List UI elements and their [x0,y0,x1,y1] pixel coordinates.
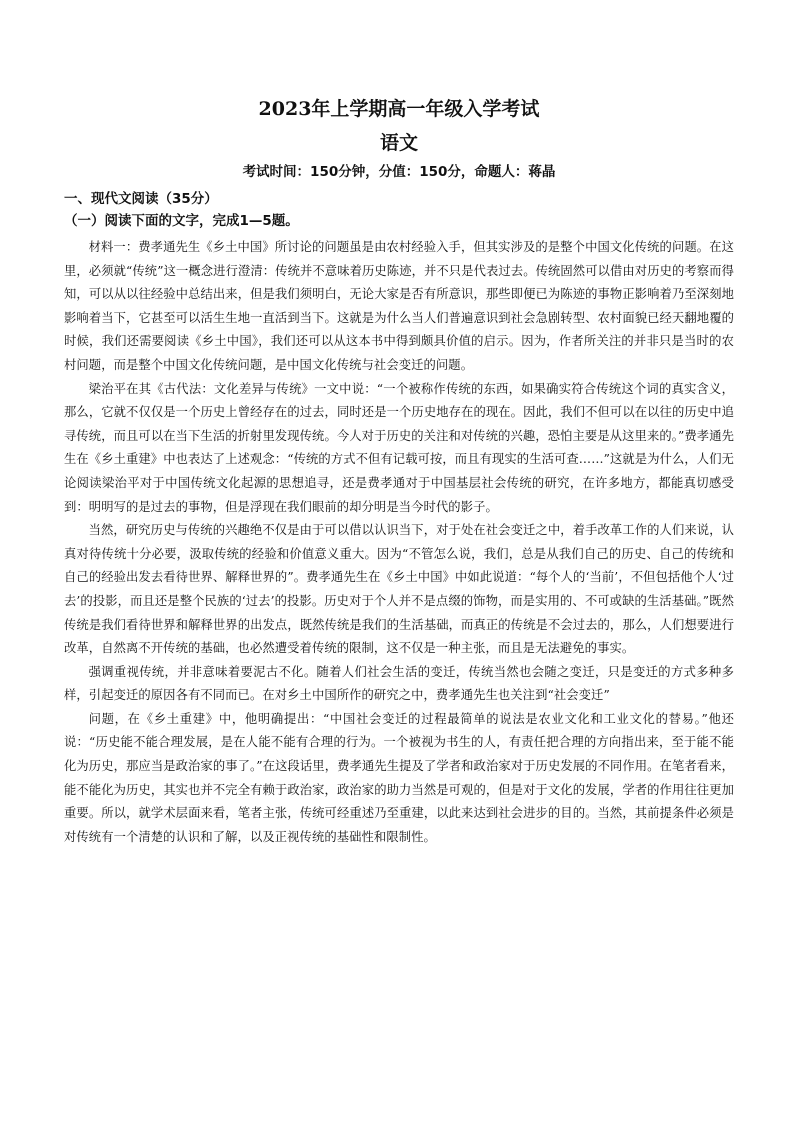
subject-title: 语文 [379,132,418,154]
paragraph-2: 梁治平在其《古代法：文化差异与传统》一文中说：“一个被称作传统的东西，如果确实符合传统这个词的真实含义，那么，它就不仅仅是一个历史上曾经存在的过去，同时还是一个历史地存在的现在。因此，我们不但可以在以往的历史中追寻传统，而且可以在当下生活的折射里发现传统。今人对于历史的关注和对传统的兴趣，恐怕主要是从这里来的。”费孝通先生在《乡土重建》中也表达了上述观念：“传统的方式不但有记载可按，而且有现实的生活可查……”这就是为什么，人们无论阅读梁治平对于中国传统文化起源的思想追寻，还是费孝通对于中国基层社会传统的研究，在许多地方，都能真切感受到：明明写的是过去的事物，但是浮现在我们眼前的却分明是当今时代的影子。 [64,381,734,514]
subsection-heading: （一）阅读下面的文字，完成1—5题。 [64,213,299,229]
paragraph-5: 问题，在《乡土重建》中，他明确提出：“中国社会变迁的过程最简单的说法是农业文化和工业文化的替易。”他还说：“历史能不能合理发展，是在人能不能有合理的行为。一个被视为书生的人，有责任把合理的方向指出来，至于能不能化为历史，那应当是政治家的事了。”在这段话里，费孝通先生提及了学者和政治家对于历史发展的不同作用。在笔者看来，能不能化为历史，其实也并不完全有赖于政治家，政治家的助力当然是可观的，但是对于文化的发展，学者的作用往往更加重要。所以，就学术层面来看，笔者主张，传统可经重述乃至重建，以此来达到社会进步的目的。当然，其前提条件必须是对传统有一个清楚的认识和了解，以及正视传统的基础性和限制性。 [64,711,734,844]
paragraph-3: 当然，研究历史与传统的兴趣绝不仅是由于可以借以认识当下，对于处在社会变迁之中，着手改革工作的人们来说，认真对待传统十分必要，汲取传统的经验和价值意义重大。因为“不管怎么说，我们，总是从我们自己的历史、自己的传统和自己的经验出发去看待世界、解释世界的”。费孝通先生在《乡土中国》中如此说道：“每个人的‘当前’，不但包括他个人‘过去’的投影，而且还是整个民族的‘过去’的投影。历史对于个人并不是点缀的饰物，而是实用的、不可或缺的生活基础。”既然传统是我们看待世界和解释世界的出发点，既然传统是我们的生活基础，而真正的传统是不会过去的，那么，人们想要进行改革，自然离不开传统的基础，也必然遭受着传统的限制，这不仅是一种主张，而且是无法避免的事实。 [64,523,734,656]
paragraph-1: 材料一：费孝通先生《乡土中国》所讨论的问题虽是由农村经验入手，但其实涉及的是整个中国文化传统的问题。在这里，必须就“传统”这一概念进行澄清：传统并不意味着历史陈迹，并不只是代表过去。传统固然可以借由对历史的考察而得知，可以从以往经验中总结出来，但是我们须明白，无论大家是否有所意识，那些即便已为陈迹的事物正影响着乃至深刻地影响着当下，它甚至可以活生生地一直活到当下。这就是为什么当人们普遍意识到社会急剧转型、农村面貌已经天翻地覆的时候，我们还需要阅读《乡土中国》，我们还可以从这本书中得到颇具价值的启示。因为，作者所关注的并非只是当时的农村问题，而是整个中国文化传统问题，是中国文化传统与社会变迁的问题。 [64,240,734,372]
exam-meta: 考试时间：150分钟，分值：150分，命题人：蒋晶 [242,164,556,180]
paragraph-4: 强调重视传统，并非意味着要泥古不化。随着人们社会生活的变迁，传统当然也会随之变迁，只是变迁的方式多种多样，引起变迁的原因各有不同而已。在对乡土中国所作的研究之中，费孝通先生也关注到“社会变迁” [64,664,734,703]
exam-title: 2023年上学期高一年级入学考试 [258,98,540,120]
section-heading: 一、现代文阅读（35分） [64,191,218,207]
